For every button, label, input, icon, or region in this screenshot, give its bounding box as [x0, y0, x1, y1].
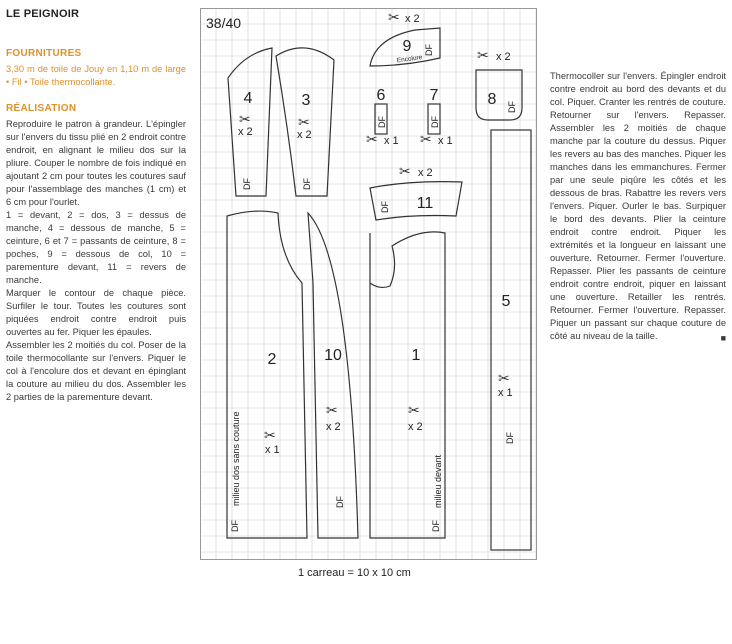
page-title: LE PEIGNOIR: [6, 8, 80, 20]
scissors-icon: ✂: [264, 427, 276, 443]
multiplier-5: x 1: [498, 387, 513, 399]
instruction-paragraph: Assembler les 2 moitiés du col. Poser de la toile thermocollante sur l'envers. Piquer le col à l'encolure dos et devant en épinglant la couture au milieu du dos. Assembler les 2 parties de la parementure devant.: [6, 340, 186, 402]
piece-number-5: 5: [501, 293, 511, 310]
scissors-icon: ✂: [477, 47, 489, 63]
piece-number-10: 10: [324, 347, 342, 364]
multiplier-2: x 1: [265, 444, 280, 456]
instruction-paragraph: Reproduire le patron à grandeur. L'épingler sur l'envers du tissu plié en 2 endroit contre endroit, en alignant le milieu dos sur la pliure. Couper le nombre de fois indiqué en ajoutant 2 cm pour toutes les coutures sauf pour l'assemblage des manches (1 cm) et 6 cm pour l'ourlet.: [6, 119, 186, 207]
multiplier-3: x 2: [297, 129, 312, 141]
df-label-2: DF: [230, 520, 240, 532]
df-label-9: DF: [424, 44, 434, 56]
continued-text: Thermocoller sur l'envers. Épingler endroit contre endroit au bord des devants et du col. Piquer. Cranter les rentrés de couture. Retourner sur l'envers. Repasser. Assembler les 2 moitiés de chaque manche par la couture du dessus. Piquer les revers au bas des manches. Piquer les manches dans les emmanchures. Fermer par une seule piqûre les côtés et les dessous de bras. Rabattre les revers vers l'envers. Piquer. Ourler le bas. Surpiquer le bord des devants. Plier la ceinture endroit contre endroit. Piquer les extrémités et la longueur en laissant une ouverture. Retourner. Fermer l'ouverture. Repasser. Plier les passants de ceinture endroit contre endroit, piquer en laissant une ouverture. Retailler les rentrés. Retourner. Fermer l'ouverture. Repasser. Piquer un passant sur chaque couture de côté au niveau de la taille.: [550, 71, 726, 341]
scissors-icon: ✂: [498, 370, 510, 386]
pattern-piece-10: [308, 213, 358, 538]
df-label-3: DF: [302, 178, 312, 190]
multiplier-6: x 1: [384, 135, 399, 147]
multiplier-4: x 2: [238, 126, 253, 138]
df-label-6: DF: [377, 116, 387, 128]
size-label: 38/40: [206, 15, 242, 31]
piece-number-1: 1: [411, 347, 421, 364]
scissors-icon: ✂: [298, 114, 310, 130]
end-mark: ■: [720, 333, 726, 343]
scissors-icon: ✂: [326, 402, 338, 418]
piece-number-4: 4: [243, 90, 253, 107]
multiplier-7: x 1: [438, 135, 453, 147]
sewing-pattern-grid: [200, 8, 537, 560]
realisation-section: [6, 103, 186, 404]
scissors-icon: ✂: [239, 111, 251, 127]
milieu-devant-label: milieu devant: [433, 454, 443, 508]
scale-label: 1 carreau = 10 x 10 cm: [298, 567, 411, 579]
encolure-label: Encolure: [396, 54, 423, 65]
df-label-10: DF: [335, 496, 345, 508]
piece-number-2: 2: [267, 351, 277, 368]
pattern-piece-5: [491, 130, 531, 550]
df-label-7: DF: [430, 116, 440, 128]
instruction-paragraph: Marquer le contour de chaque pièce. Surfiler le tour. Toutes les coutures sont piquées endroit contre endroit puis ouvertes au fer. Piquer les épaules.: [6, 288, 186, 337]
scissors-icon: ✂: [366, 131, 378, 147]
continued-instructions: [550, 70, 726, 345]
instruction-paragraph: 1 = devant, 2 = dos, 3 = dessus de manche, 4 = dessous de manche, 5 = ceinture, 6 et 7 = passants de ceinture, 8 = poches, 9 = dessous de col, 10 = parementure devant, 11 = revers de manche.: [6, 210, 186, 285]
multiplier-8: x 2: [496, 51, 511, 63]
multiplier-11: x 2: [418, 167, 433, 179]
scissors-icon: ✂: [388, 9, 400, 25]
multiplier-1: x 2: [408, 421, 423, 433]
df-label-4: DF: [242, 178, 252, 190]
df-label-5: DF: [505, 432, 515, 444]
df-label-8: DF: [507, 101, 517, 113]
supplies-section: [6, 48, 186, 89]
piece-number-9: 9: [402, 38, 412, 55]
scissors-icon: ✂: [399, 163, 411, 179]
supplies-heading: FOURNITURES: [6, 48, 82, 59]
df-label-11: DF: [380, 201, 390, 213]
realisation-heading: RÉALISATION: [6, 103, 77, 114]
piece-number-3: 3: [301, 92, 311, 109]
df-label-1: DF: [431, 520, 441, 532]
multiplier-9: x 2: [405, 13, 420, 25]
milieu-dos-label: milieu dos sans couture: [231, 411, 241, 506]
piece-number-7: 7: [429, 87, 439, 104]
scissors-icon: ✂: [408, 402, 420, 418]
supplies-text: 3,30 m de toile de Jouy en 1,10 m de large • Fil • Toile thermocollante.: [6, 64, 186, 87]
piece-number-11: 11: [416, 195, 434, 212]
multiplier-10: x 2: [326, 421, 341, 433]
scissors-icon: ✂: [420, 131, 432, 147]
instructions-column: [6, 8, 186, 404]
piece-number-6: 6: [376, 87, 386, 104]
piece-number-8: 8: [487, 91, 497, 108]
